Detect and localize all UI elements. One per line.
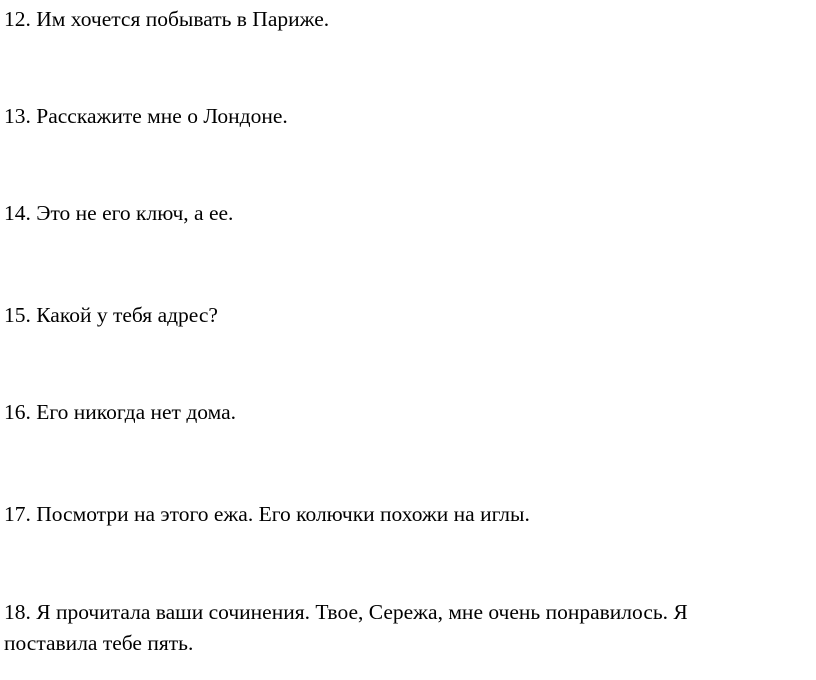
sentence-13: 13. Расскажите мне о Лондоне. — [4, 104, 288, 128]
sentence-18-line-2: поставила тебе пять. — [4, 631, 194, 655]
sentence-18-line-1: 18. Я прочитала ваши сочинения. Твое, Сережа, мне очень понравилось. Я — [4, 600, 688, 624]
sentence-17: 17. Посмотри на этого ежа. Его колючки похожи на иглы. — [4, 502, 530, 526]
sentence-15: 15. Какой у тебя адрес? — [4, 303, 218, 327]
sentence-14: 14. Это не его ключ, а ее. — [4, 201, 234, 225]
sentence-12: 12. Им хочется побывать в Париже. — [4, 7, 330, 31]
sentence-16: 16. Его никогда нет дома. — [4, 400, 236, 424]
